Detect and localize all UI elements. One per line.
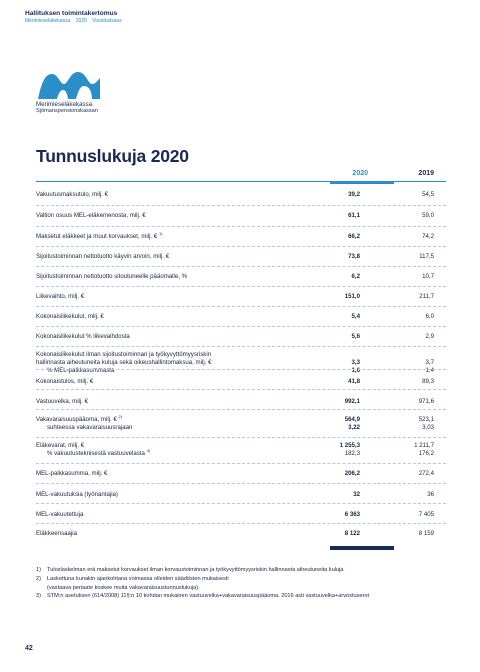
value-2019: 89,3 [422,378,434,385]
value-2020: 6 363 [344,511,360,518]
row-label-text: Maksetut eläkkeet ja muut korvaukset, milj. € [36,233,158,240]
row-sublabel [36,447,151,458]
value-2019: 2,9 [425,333,434,340]
footnote-number: 1) [36,567,41,573]
value-2020: 39,2 [348,191,360,198]
row-label: Kokonaistulos, milj. € [36,378,94,385]
row-label: Eläkkeensaajia [36,530,77,537]
value-2020: 32 [353,491,360,498]
value-2020-sub: 182,3 [344,450,360,457]
value-2019: 36 [427,491,434,498]
footnote [36,566,456,575]
value-2020: 41,8 [348,378,360,385]
value-2019-sub: 1,4 [425,367,434,374]
company-logo [36,70,106,115]
value-2019-sub: 3,03 [422,424,434,431]
footnote-text: (vastaava periaate koskee muita vakavaraisuustunnuslukuja). [47,584,200,591]
value-2020: 73,8 [348,253,360,260]
value-2019: 8 159 [418,530,434,537]
value-2020: 6,2 [351,273,360,280]
table-row [36,205,446,227]
value-2019-sub: 176,2 [418,450,434,457]
row-label: Vakuutusmaksutulo, milj. € [36,191,109,198]
table-row [36,306,446,327]
value-2020-sub: 3,22 [348,424,360,431]
footnote-text: Laskettuna kunakin ajankohtana voimassa olleiden säädösten mukaisesti [47,575,229,582]
table-row [36,409,446,438]
value-2019: 54,5 [422,191,434,198]
value-2020: 5,6 [351,333,360,340]
value-2020: 3,3 [351,359,360,366]
row-label: MEL-palkkasumma, milj. € [36,470,108,477]
logo-name-fi: Merimieseläkekassa [36,101,93,108]
value-2019: 10,7 [422,273,434,280]
footnote [36,592,456,601]
page-header [25,10,122,25]
table-row [36,184,446,205]
row-label: Vastuuvelka, milj. € [36,398,89,405]
column-header-2020: 2020 [352,170,368,177]
row-label [36,413,123,424]
footnote-ref: 3) [146,447,151,453]
header-sub-report: Vuosikatsaus [92,18,122,24]
table-row [36,226,446,247]
row-label: Valtion osuus MEL-eläkemenosta, milj. € [36,212,146,219]
logo-name-sv: Sjömanspensionskassan [36,108,98,114]
table-row [36,286,446,307]
header-title: Hallituksen toimintakertomus [25,10,118,17]
value-2020: 1 255,3 [339,442,360,449]
page-title: Tunnuslukuja 2020 [36,146,189,166]
row-label: MEL-vakuutuksia (työnantajia) [36,491,118,498]
value-2020: 206,2 [344,470,360,477]
header-sub-org: Merimieseläkekassa [25,18,71,24]
footnote-number: 2) [36,575,41,582]
footnote-ref: 2) [118,413,123,419]
table-row [36,463,446,484]
row-sublabel: suhteessa vakavaraisuusrajaan [47,424,133,431]
value-2019: 971,6 [418,398,434,405]
table-row [36,523,446,544]
value-2019: 211,7 [419,293,434,300]
table-row [36,503,446,524]
value-2020: 61,1 [348,212,360,219]
value-2019: 6,0 [425,313,434,320]
table-row [36,389,446,410]
value-2019: 59,0 [422,212,434,219]
value-2020: 66,2 [348,233,360,240]
header-sub-year: 2020 [75,18,87,24]
row-sublabel: % MEL-palkkasummasta [47,367,115,374]
footnote [36,575,456,584]
row-label: MEL-vakuutettuja [36,511,84,518]
footnote-text: STM:n asetuksen (614/2008) 11§:n 10 kohdan mukainen vastuuvelka+vakavaraisuuspääoma. 2016 asti vastuuvelka+arvostuserot [47,593,370,600]
value-2020: 992,1 [344,398,360,405]
footnotes [36,566,456,601]
footnote-number: 3) [36,593,41,600]
value-2019: 272,4 [418,470,434,477]
value-2020: 5,4 [351,313,360,320]
wave-logo-icon [36,70,102,100]
value-2020: 151,0 [344,293,360,300]
value-2019: 523,1 [418,416,434,423]
value-2019: 3,7 [425,359,434,366]
table-row [36,326,446,347]
table-row [36,246,446,267]
column-header-2019: 2019 [418,170,434,177]
row-label: Eläkevarat, milj. € [36,442,85,449]
value-2019: 74,2 [422,233,434,240]
current-year-bottom-bar [330,546,394,550]
row-label-text: Vakavaraisuuspääoma, milj. € [36,416,117,423]
table-row [36,266,446,287]
footnote-text: Tuloslaskelman erä maksetut korvaukset ilman korvaustoiminnan ja työkyvyttömyysriskin hallinnasta aiheutuneita kuluja [47,567,344,573]
header-subtitle [25,18,122,25]
row-label: Kokonaisliikekulut % liikevaihdosta [36,333,130,340]
table-row [36,483,446,504]
value-2019: 7 405 [418,511,434,518]
row-sublabel-text: % vakuutusteknisestä vastuuvelasta [47,450,145,457]
footnote [36,584,456,593]
row-label: Kokonaisliikekulut ilman sijoitustoiminnan ja työkyvyttömyysriskin [36,351,212,358]
value-2020-sub: 1,6 [351,367,360,374]
footnote-number [36,584,47,593]
footnote-ref: 1) [158,230,163,236]
page-number: 42 [25,645,33,652]
value-2019: 117,5 [419,253,434,260]
value-2019: 1 211,7 [414,442,434,449]
row-label: hallinnasta aiheutuneita kuluja sekä oikeushallintomaksua, milj. € [36,359,212,366]
table-row [36,369,446,390]
value-2020: 564,9 [344,416,360,423]
row-label [36,230,163,241]
row-label: Sijoitustoiminnan nettotuotto sitoutuneelle pääomalle, % [36,273,188,280]
table-row [36,437,446,464]
row-label: Sijoitustoiminnan nettotuotto käyvin arvoin, milj. € [36,253,170,260]
row-label: Kokonaisliikekulut, milj. € [36,313,104,320]
row-label: Liikevaihto, milj. € [36,293,85,300]
value-2020: 8 122 [344,530,360,537]
